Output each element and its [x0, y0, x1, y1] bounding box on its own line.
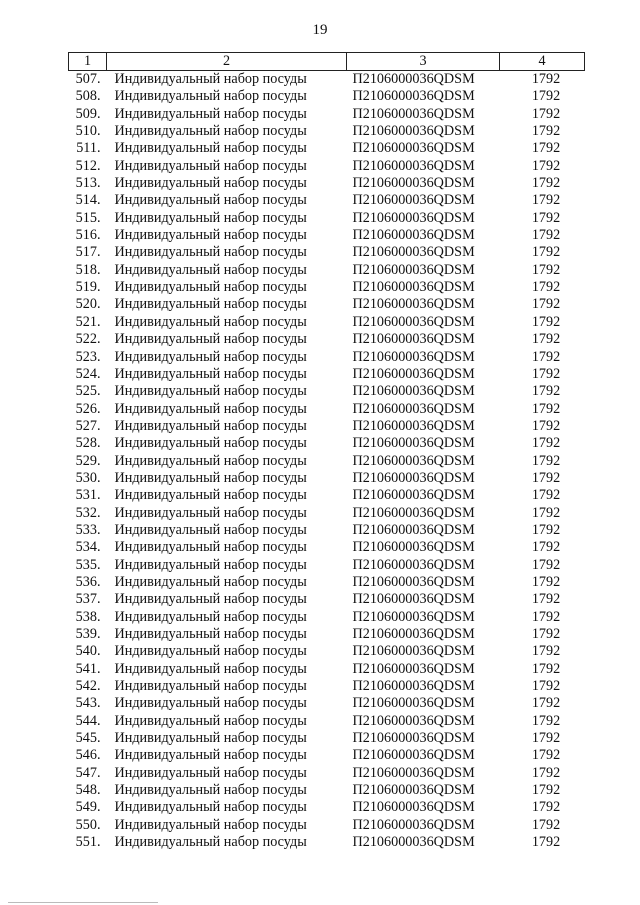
- item-code: П2106000036QDSM: [352, 626, 475, 642]
- row-number: 527.: [75, 417, 101, 434]
- item-name: Индивидуальный набор посуды: [114, 175, 307, 192]
- row-number: 543.: [75, 695, 101, 712]
- item-code: П2106000036QDSM: [352, 504, 475, 521]
- row-number: 532.: [75, 504, 101, 521]
- table-row: [69, 799, 585, 816]
- row-number: 545.: [75, 730, 101, 747]
- item-code: П2106000036QDSM: [352, 539, 475, 556]
- item-quantity: 1792: [531, 383, 561, 400]
- item-quantity: 1792: [531, 678, 561, 695]
- table-body: [69, 71, 585, 852]
- item-code: П2106000036QDSM: [352, 816, 475, 833]
- table-row: [69, 834, 585, 851]
- item-name: Индивидуальный набор посуды: [114, 123, 307, 140]
- item-name: Индивидуальный набор посуды: [114, 608, 307, 625]
- table-row: [69, 435, 585, 452]
- item-quantity: 1792: [531, 556, 561, 573]
- table-row: [69, 505, 585, 522]
- table-row: [69, 730, 585, 747]
- item-quantity: 1792: [531, 660, 561, 677]
- table-row: [69, 782, 585, 799]
- row-number: 541.: [75, 660, 101, 677]
- item-code: П2106000036QDSM: [352, 452, 475, 469]
- table-row: [69, 817, 585, 834]
- item-quantity: 1792: [531, 227, 561, 244]
- row-number: 513.: [75, 175, 101, 192]
- row-number: 531.: [75, 487, 101, 504]
- item-name: Индивидуальный набор посуды: [114, 209, 307, 226]
- table-row: [69, 539, 585, 556]
- table-header: [69, 53, 585, 71]
- table-row: [69, 522, 585, 539]
- item-name: Индивидуальный набор посуды: [114, 764, 307, 781]
- item-code: П2106000036QDSM: [352, 400, 475, 417]
- table-row: [69, 747, 585, 764]
- row-number: 539.: [75, 626, 101, 642]
- table-row: [69, 366, 585, 383]
- table-row: [69, 418, 585, 435]
- item-name: Индивидуальный набор посуды: [114, 660, 307, 677]
- header-col-4: 4: [500, 53, 585, 71]
- item-quantity: 1792: [531, 747, 561, 764]
- item-name: Индивидуальный набор посуды: [114, 192, 307, 209]
- row-number: 549.: [75, 799, 101, 816]
- item-name: Индивидуальный набор посуды: [114, 573, 307, 590]
- item-code: П2106000036QDSM: [352, 192, 475, 209]
- item-name: Индивидуальный набор посуды: [114, 279, 307, 296]
- row-number: 524.: [75, 365, 101, 382]
- item-code: П2106000036QDSM: [352, 88, 475, 105]
- table-row: [69, 626, 585, 643]
- header-col-1: 1: [69, 53, 107, 71]
- item-code: П2106000036QDSM: [352, 348, 475, 365]
- item-name: Индивидуальный набор посуды: [114, 626, 307, 642]
- table-row: [69, 140, 585, 157]
- item-code: П2106000036QDSM: [352, 383, 475, 400]
- row-number: 514.: [75, 192, 101, 209]
- item-code: П2106000036QDSM: [352, 417, 475, 434]
- item-quantity: 1792: [531, 591, 561, 608]
- item-code: П2106000036QDSM: [352, 799, 475, 816]
- row-number: 550.: [75, 816, 101, 833]
- item-code: П2106000036QDSM: [352, 573, 475, 590]
- item-code: П2106000036QDSM: [352, 712, 475, 729]
- item-quantity: 1792: [531, 521, 561, 538]
- table-row: [69, 557, 585, 574]
- item-name: Индивидуальный набор посуды: [114, 539, 307, 556]
- item-code: П2106000036QDSM: [352, 261, 475, 278]
- item-quantity: 1792: [531, 626, 561, 642]
- item-name: Индивидуальный набор посуды: [114, 695, 307, 712]
- item-name: Индивидуальный набор посуды: [114, 71, 307, 87]
- row-number: 522.: [75, 331, 101, 348]
- item-code: П2106000036QDSM: [352, 71, 475, 87]
- table-row: [69, 331, 585, 348]
- table-row: [69, 643, 585, 660]
- item-name: Индивидуальный набор посуды: [114, 383, 307, 400]
- item-code: П2106000036QDSM: [352, 487, 475, 504]
- item-code: П2106000036QDSM: [352, 140, 475, 157]
- row-number: 533.: [75, 521, 101, 538]
- row-number: 551.: [75, 834, 101, 851]
- table-row: [69, 574, 585, 591]
- item-quantity: 1792: [531, 279, 561, 296]
- item-quantity: 1792: [531, 313, 561, 330]
- item-code: П2106000036QDSM: [352, 175, 475, 192]
- item-name: Индивидуальный набор посуды: [114, 747, 307, 764]
- item-quantity: 1792: [531, 608, 561, 625]
- table-row: [69, 123, 585, 140]
- item-code: П2106000036QDSM: [352, 123, 475, 140]
- item-name: Индивидуальный набор посуды: [114, 365, 307, 382]
- item-quantity: 1792: [531, 400, 561, 417]
- item-code: П2106000036QDSM: [352, 556, 475, 573]
- item-quantity: 1792: [531, 504, 561, 521]
- row-number: 517.: [75, 244, 101, 261]
- item-quantity: 1792: [531, 764, 561, 781]
- table-row: [69, 314, 585, 331]
- footer-divider: [8, 902, 158, 903]
- row-number: 507.: [75, 71, 101, 87]
- item-name: Индивидуальный набор посуды: [114, 140, 307, 157]
- item-quantity: 1792: [531, 192, 561, 209]
- row-number: 544.: [75, 712, 101, 729]
- items-table: [68, 52, 585, 851]
- row-number: 528.: [75, 435, 101, 452]
- item-code: П2106000036QDSM: [352, 469, 475, 486]
- item-code: П2106000036QDSM: [352, 643, 475, 660]
- row-number: 529.: [75, 452, 101, 469]
- table-row: [69, 765, 585, 782]
- row-number: 547.: [75, 764, 101, 781]
- item-quantity: 1792: [531, 365, 561, 382]
- item-name: Индивидуальный набор посуды: [114, 591, 307, 608]
- row-number: 530.: [75, 469, 101, 486]
- table-row: [69, 227, 585, 244]
- item-quantity: 1792: [531, 331, 561, 348]
- item-code: П2106000036QDSM: [352, 747, 475, 764]
- item-quantity: 1792: [531, 140, 561, 157]
- item-quantity: 1792: [531, 296, 561, 313]
- item-code: П2106000036QDSM: [352, 435, 475, 452]
- table-row: [69, 609, 585, 626]
- item-quantity: 1792: [531, 175, 561, 192]
- table-header-row: [69, 53, 585, 71]
- item-code: П2106000036QDSM: [352, 313, 475, 330]
- table-row: [69, 383, 585, 400]
- row-number: 518.: [75, 261, 101, 278]
- item-code: П2106000036QDSM: [352, 157, 475, 174]
- row-number: 546.: [75, 747, 101, 764]
- item-code: П2106000036QDSM: [352, 365, 475, 382]
- row-number: 536.: [75, 573, 101, 590]
- item-quantity: 1792: [531, 782, 561, 799]
- item-name: Индивидуальный набор посуды: [114, 400, 307, 417]
- item-code: П2106000036QDSM: [352, 279, 475, 296]
- item-name: Индивидуальный набор посуды: [114, 261, 307, 278]
- item-quantity: 1792: [531, 105, 561, 122]
- item-code: П2106000036QDSM: [352, 105, 475, 122]
- item-code: П2106000036QDSM: [352, 227, 475, 244]
- row-number: 511.: [76, 140, 101, 157]
- item-quantity: 1792: [531, 452, 561, 469]
- item-quantity: 1792: [531, 712, 561, 729]
- row-number: 516.: [75, 227, 101, 244]
- item-name: Индивидуальный набор посуды: [114, 469, 307, 486]
- table-row: [69, 470, 585, 487]
- row-number: 525.: [75, 383, 101, 400]
- item-quantity: 1792: [531, 417, 561, 434]
- item-code: П2106000036QDSM: [352, 591, 475, 608]
- item-quantity: 1792: [531, 123, 561, 140]
- page-number: 19: [312, 22, 328, 38]
- item-name: Индивидуальный набор посуды: [114, 244, 307, 261]
- row-number: 510.: [75, 123, 101, 140]
- item-quantity: 1792: [531, 348, 561, 365]
- header-col-3: 3: [347, 53, 500, 71]
- item-code: П2106000036QDSM: [352, 782, 475, 799]
- item-name: Индивидуальный набор посуды: [114, 417, 307, 434]
- item-quantity: 1792: [531, 157, 561, 174]
- item-code: П2106000036QDSM: [352, 764, 475, 781]
- row-number: 535.: [75, 556, 101, 573]
- row-number: 526.: [75, 400, 101, 417]
- item-quantity: 1792: [531, 799, 561, 816]
- item-code: П2106000036QDSM: [352, 244, 475, 261]
- item-name: Индивидуальный набор посуды: [114, 331, 307, 348]
- item-code: П2106000036QDSM: [352, 331, 475, 348]
- item-name: Индивидуальный набор посуды: [114, 730, 307, 747]
- item-name: Индивидуальный набор посуды: [114, 435, 307, 452]
- row-number: 521.: [75, 313, 101, 330]
- row-number: 534.: [75, 539, 101, 556]
- item-quantity: 1792: [531, 88, 561, 105]
- item-code: П2106000036QDSM: [352, 730, 475, 747]
- item-name: Индивидуальный набор посуды: [114, 296, 307, 313]
- row-number: 509.: [75, 105, 101, 122]
- item-name: Индивидуальный набор посуды: [114, 105, 307, 122]
- row-number: 523.: [75, 348, 101, 365]
- item-name: Индивидуальный набор посуды: [114, 88, 307, 105]
- item-name: Индивидуальный набор посуды: [114, 227, 307, 244]
- item-name: Индивидуальный набор посуды: [114, 157, 307, 174]
- row-number: 515.: [75, 209, 101, 226]
- item-code: П2106000036QDSM: [352, 209, 475, 226]
- item-quantity: 1792: [531, 487, 561, 504]
- row-number: 519.: [75, 279, 101, 296]
- table-row: [69, 88, 585, 105]
- row-number: 512.: [75, 157, 101, 174]
- table-row: [69, 296, 585, 313]
- table-row: [69, 279, 585, 296]
- item-name: Индивидуальный набор посуды: [114, 452, 307, 469]
- item-quantity: 1792: [531, 816, 561, 833]
- table-row: [69, 713, 585, 730]
- row-number: 520.: [75, 296, 101, 313]
- table-row: [69, 591, 585, 608]
- item-quantity: 1792: [531, 435, 561, 452]
- item-name: Индивидуальный набор посуды: [114, 782, 307, 799]
- item-code: П2106000036QDSM: [352, 608, 475, 625]
- table-row: [69, 678, 585, 695]
- item-quantity: 1792: [531, 539, 561, 556]
- table-row: [69, 71, 585, 89]
- item-quantity: 1792: [531, 643, 561, 660]
- row-number: 537.: [75, 591, 101, 608]
- item-quantity: 1792: [531, 261, 561, 278]
- item-name: Индивидуальный набор посуды: [114, 521, 307, 538]
- item-quantity: 1792: [531, 573, 561, 590]
- item-name: Индивидуальный набор посуды: [114, 348, 307, 365]
- header-col-2: 2: [107, 53, 347, 71]
- table-row: [69, 106, 585, 123]
- item-code: П2106000036QDSM: [352, 834, 475, 851]
- item-code: П2106000036QDSM: [352, 296, 475, 313]
- item-quantity: 1792: [531, 730, 561, 747]
- item-name: Индивидуальный набор посуды: [114, 556, 307, 573]
- row-number: 538.: [75, 608, 101, 625]
- table-row: [69, 262, 585, 279]
- row-number: 548.: [75, 782, 101, 799]
- item-code: П2106000036QDSM: [352, 521, 475, 538]
- item-code: П2106000036QDSM: [352, 660, 475, 677]
- item-quantity: 1792: [531, 469, 561, 486]
- item-quantity: 1792: [531, 244, 561, 261]
- item-name: Индивидуальный набор посуды: [114, 678, 307, 695]
- table-row: [69, 175, 585, 192]
- table-row: [69, 210, 585, 227]
- table-row: [69, 695, 585, 712]
- table-row: [69, 349, 585, 366]
- table-row: [69, 487, 585, 504]
- item-code: П2106000036QDSM: [352, 695, 475, 712]
- item-quantity: 1792: [531, 695, 561, 712]
- item-name: Индивидуальный набор посуды: [114, 834, 307, 851]
- item-quantity: 1792: [531, 71, 561, 87]
- table-row: [69, 244, 585, 261]
- row-number: 542.: [75, 678, 101, 695]
- item-name: Индивидуальный набор посуды: [114, 816, 307, 833]
- table-row: [69, 401, 585, 418]
- item-name: Индивидуальный набор посуды: [114, 487, 307, 504]
- item-name: Индивидуальный набор посуды: [114, 643, 307, 660]
- item-code: П2106000036QDSM: [352, 678, 475, 695]
- table-row: [69, 192, 585, 209]
- row-number: 508.: [75, 88, 101, 105]
- table-row: [69, 661, 585, 678]
- item-name: Индивидуальный набор посуды: [114, 712, 307, 729]
- item-name: Индивидуальный набор посуды: [114, 799, 307, 816]
- table-row: [69, 453, 585, 470]
- row-number: 540.: [75, 643, 101, 660]
- item-name: Индивидуальный набор посуды: [114, 504, 307, 521]
- item-quantity: 1792: [531, 834, 561, 851]
- item-name: Индивидуальный набор посуды: [114, 313, 307, 330]
- item-quantity: 1792: [531, 209, 561, 226]
- table-row: [69, 158, 585, 175]
